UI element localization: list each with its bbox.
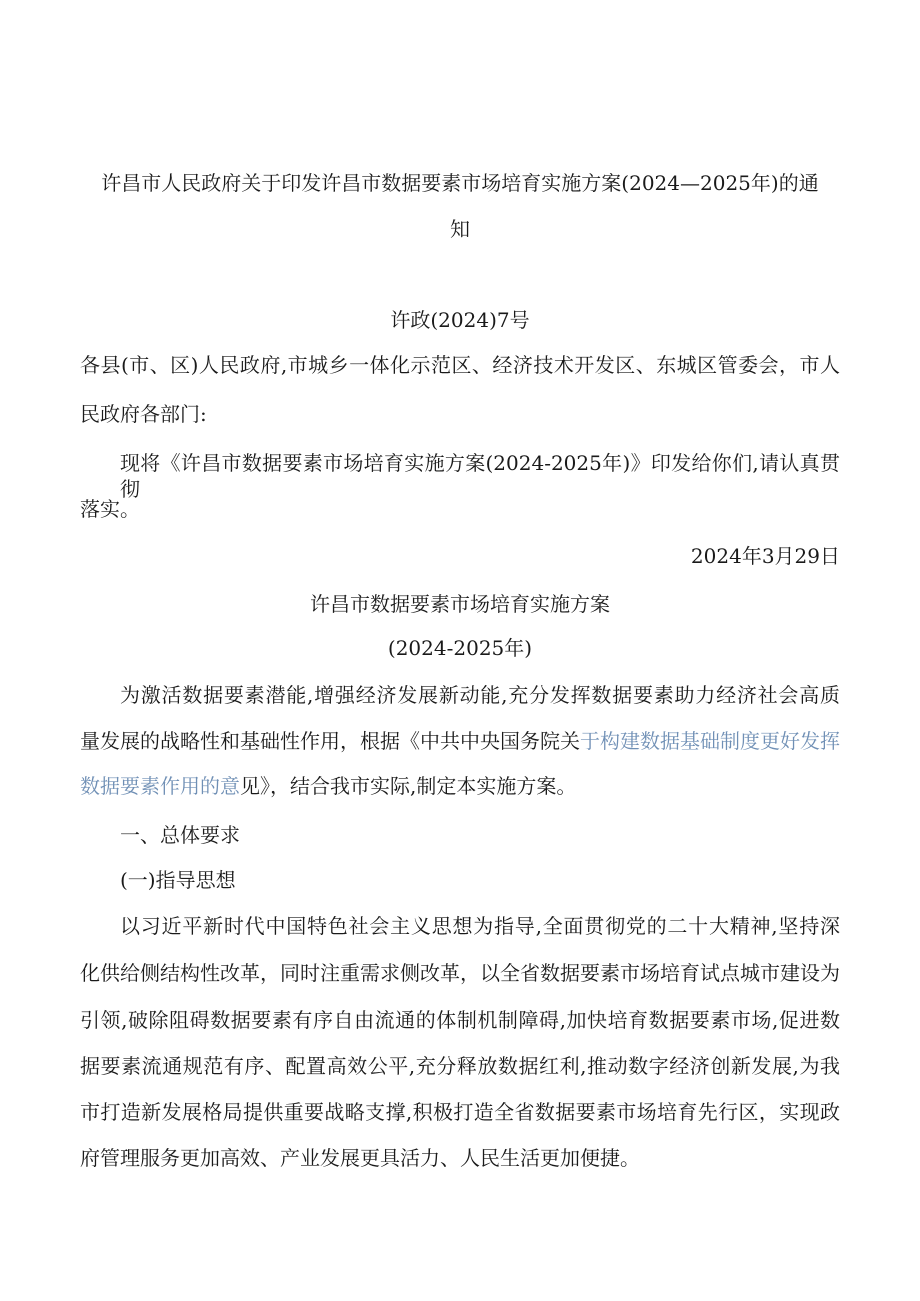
plan-title: 许昌市数据要素市场培育实施方案 — [310, 592, 610, 616]
guiding-line-6: 府管理服务更加高效、产业发展更具活力、人民生活更加便捷。 — [80, 1146, 640, 1170]
guiding-line-3: 引领,破除阻碍数据要素有序自由流通的体制机制障碍,加快培育数据要素市场,促进数 — [80, 1008, 840, 1032]
recipients-line-1: 各县(市、区)人民政府,市城乡一体化示范区、经济技术开发区、东城区管委会，市人 — [80, 353, 840, 377]
notice-line-2: 落实。 — [80, 497, 140, 521]
notice-line-1: 现将《许昌市数据要素市场培育实施方案(2024-2025年)》印发给你们,请认真贯彻 — [120, 451, 840, 501]
subsection-heading-guiding-ideology: (一)指导思想 — [120, 868, 236, 892]
guiding-line-4: 据要素流通规范有序、配置高效公平,充分释放数据红利,推动数字经济创新发展,为我 — [80, 1054, 840, 1078]
guiding-line-1: 以习近平新时代中国特色社会主义思想为指导,全面贯彻党的二十大精神,坚持深 — [120, 914, 840, 938]
policy-document-link[interactable]: 于构建数据基础制度更好发挥 — [580, 729, 840, 753]
recipients-line-2: 民政府各部门: — [80, 402, 207, 426]
document-title-line-2: 知 — [450, 217, 470, 241]
intro-line-1: 为激活数据要素潜能,增强经济发展新动能,充分发挥数据要素助力经济社会高质 — [120, 683, 840, 707]
document-number: 许政(2024)7号 — [390, 308, 530, 332]
intro-line-3-text: 见》，结合我市实际,制定本实施方案。 — [240, 774, 577, 798]
issue-date: 2024年3月29日 — [690, 544, 840, 568]
document-title-line-1: 许昌市人民政府关于印发许昌市数据要素市场培育实施方案(2024—2025年)的通 — [101, 171, 819, 195]
policy-document-link-continued[interactable]: 数据要素作用的意 — [80, 774, 240, 798]
intro-line-2-text: 量发展的战略性和基础性作用，根据《中共中央国务院关 — [80, 729, 580, 753]
intro-line-2 — [80, 728, 840, 754]
section-heading-general-requirements: 一、总体要求 — [120, 823, 240, 847]
intro-line-3 — [80, 773, 576, 799]
plan-years: (2024-2025年) — [387, 636, 533, 660]
guiding-line-5: 市打造新发展格局提供重要战略支撑,积极打造全省数据要素市场培育先行区，实现政 — [80, 1100, 840, 1124]
guiding-line-2: 化供给侧结构性改革，同时注重需求侧改革，以全省数据要素市场培育试点城市建设为 — [80, 961, 840, 985]
